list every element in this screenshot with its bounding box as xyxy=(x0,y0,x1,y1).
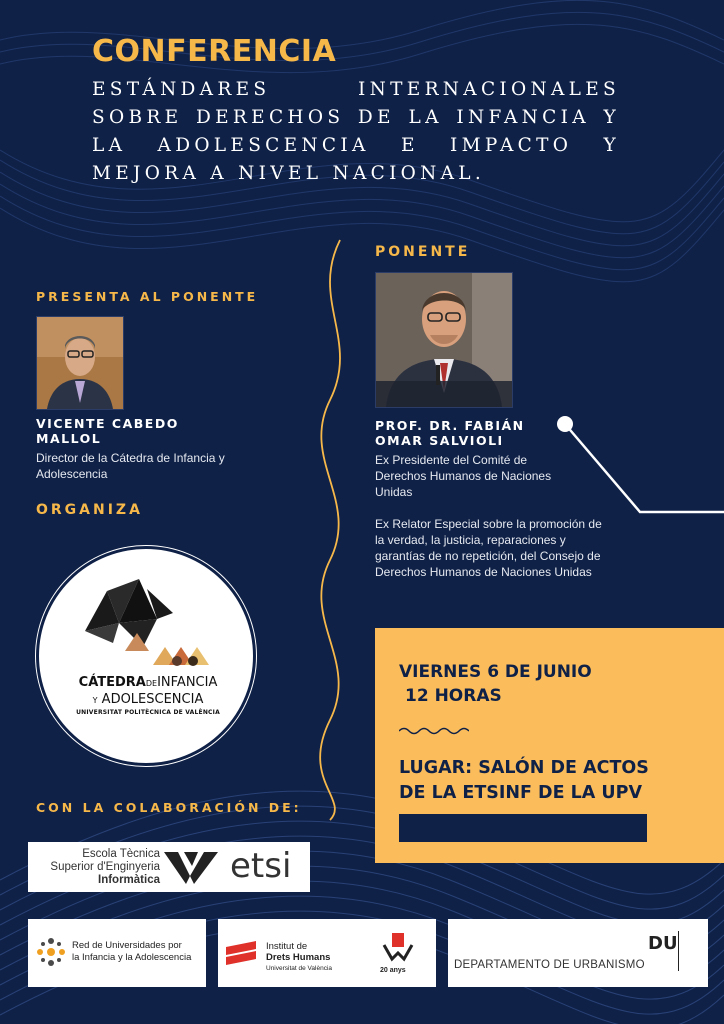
presenter-label: PRESENTA AL PONENTE xyxy=(36,289,259,304)
presenter-photo xyxy=(36,316,124,410)
event-info-box xyxy=(375,628,724,863)
speaker-label: PONENTE xyxy=(375,244,471,260)
presenter-role: Director de la Cátedra de Infancia y Adolescencia xyxy=(36,451,225,481)
etsi-logo: Escola Tècnica Superior d'Enginyeria Informàtica etsi xyxy=(28,842,310,892)
speaker-photo xyxy=(375,272,513,408)
departamento-urbanismo-logo: DU DEPARTAMENTO DE URBANISMO xyxy=(448,919,708,987)
etsi-wordmark: etsi xyxy=(230,846,292,886)
network-icon xyxy=(36,937,66,967)
connector-line xyxy=(565,424,724,512)
catedra-line2: Y ADOLESCENCIA xyxy=(92,692,204,707)
event-date: VIERNES 6 DE JUNIO xyxy=(399,662,592,682)
du-divider xyxy=(678,931,679,971)
idh-mark-icon xyxy=(226,941,256,967)
catedra-logo xyxy=(36,546,256,766)
catedra-logo-mark-icon xyxy=(77,573,217,673)
event-place: LUGAR: SALÓN DE ACTOS DE LA ETSINF DE LA UPV xyxy=(399,758,649,803)
organizer-label: ORGANIZA xyxy=(36,502,143,518)
hands-icon xyxy=(382,933,414,963)
place-bar xyxy=(399,814,647,842)
catedra-line1: CÁTEDRADEINFANCIA xyxy=(78,675,218,690)
connector-dot xyxy=(557,416,573,432)
etsi-mark-icon xyxy=(164,848,220,886)
squiggle-divider xyxy=(320,240,340,820)
speaker-name: PROF. DR. FABIÁN OMAR SALVIOLI xyxy=(375,418,525,448)
wavy-separator-icon xyxy=(399,726,469,736)
event-type-title: CONFERENCIA xyxy=(92,34,337,69)
collaboration-label: CON LA COLABORACIÓN DE: xyxy=(36,800,302,815)
institut-drets-humans-logo: Institut de Drets Humans Universitat de València 20 anys xyxy=(218,919,436,987)
event-time: 12 HORAS xyxy=(405,686,502,706)
speaker-role-1: Ex Presidente del Comité de Derechos Humanos de Naciones Unidas xyxy=(375,453,552,499)
speaker-role-2: Ex Relator Especial sobre la promoción de la verdad, la justicia, reparaciones y garantías de no repetición, del Consejo de Derechos Humanos de Naciones Unidas xyxy=(375,517,602,579)
catedra-university: UNIVERSITAT POLITÈCNICA DE VALÈNCIA xyxy=(76,709,220,716)
presenter-name: VICENTE CABEDO MALLOL xyxy=(36,416,179,446)
red-universidades-logo: Red de Universidades por la Infancia y la Adolescencia xyxy=(28,919,206,987)
conference-subtitle: ESTÁNDARES INTERNACIONALES SOBRE DERECHOS DE LA INFANCIA Y LA ADOLESCENCIA E IMPACTO Y MEJORA A NIVEL NACIONAL. xyxy=(92,79,620,184)
